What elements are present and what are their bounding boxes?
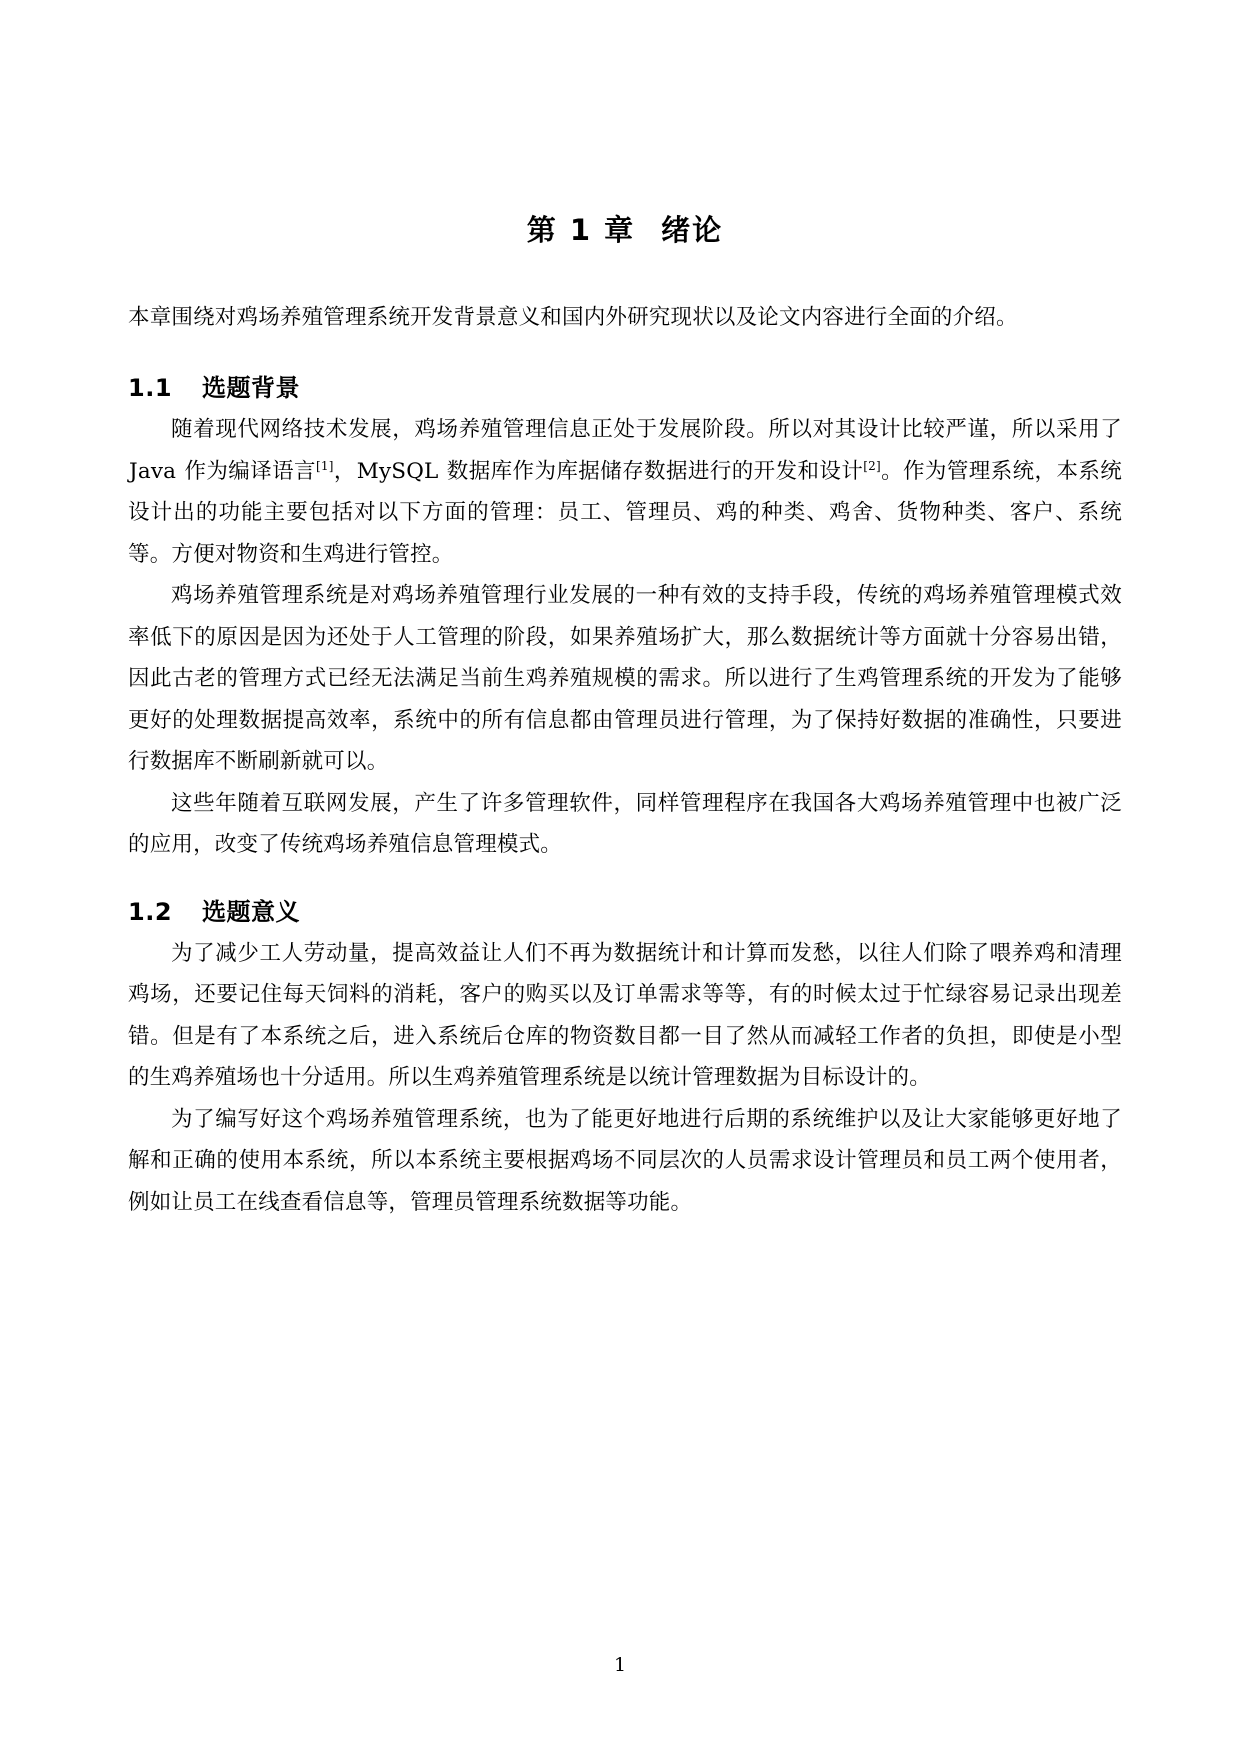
paragraph-1-2-1: 为了减少工人劳动量，提高效益让人们不再为数据统计和计算而发愁，以往人们除了喂养鸡和清理鸡场，还要记住每天饲料的消耗，客户的购买以及订单需求等等，有的时候太过于忙绿容易记录出现差错。但是有了本系统之后，进入系统后仓库的物资数目都一目了然从而减轻工作者的负担，即使是小型的生鸡养殖场也十分适用。所以生鸡养殖管理系统是以统计管理数据为目标设计的。 bbox=[128, 940, 1122, 1090]
chapter-title bbox=[128, 196, 1122, 249]
para-text-part-4: 数据库作为库据储存数据进行的开发和设计 bbox=[439, 458, 864, 484]
latin-java: Java bbox=[129, 458, 177, 484]
citation-ref-2: [2] bbox=[863, 458, 881, 473]
citation-ref-1: [1] bbox=[315, 458, 334, 473]
paragraph-1-1-2: 鸡场养殖管理系统是对鸡场养殖管理行业发展的一种有效的支持手段，传统的鸡场养殖管理模式效率低下的原因是因为还处于人工管理的阶段，如果养殖场扩大，那么数据统计等方面就十分容易出错，因此古老的管理方式已经无法满足当前生鸡养殖规模的需求。所以进行了生鸡管理系统的开发为了能够更好的处理数据提高效率，系统中的所有信息都由管理员进行管理，为了保持好数据的准确性，只要进行数据库不断刷新就可以。 bbox=[128, 583, 1122, 774]
paragraph-1-1-3: 这些年随着互联网发展，产生了许多管理软件，同样管理程序在我国各大鸡场养殖管理中也被广泛的应用，改变了传统鸡场养殖信息管理模式。 bbox=[128, 790, 1122, 857]
latin-mysql: MySQL bbox=[356, 458, 439, 484]
section-title-1-2: 选题意义 bbox=[202, 897, 300, 926]
chapter-intro-paragraph: 本章围绕对鸡场养殖管理系统开发背景意义和国内外研究现状以及论文内容进行全面的介绍。 bbox=[128, 305, 1018, 330]
section-heading-1-2 bbox=[128, 892, 1122, 927]
section-number-1-1: 1.1 bbox=[128, 374, 173, 402]
chapter-title-name: 绪论 bbox=[661, 213, 724, 247]
page-number: 1 bbox=[613, 1654, 627, 1676]
section-heading-1-1 bbox=[128, 368, 1122, 403]
section-title-1-1: 选题背景 bbox=[202, 374, 300, 402]
section-number-1-2: 1.2 bbox=[128, 897, 173, 926]
para-text-part-3: ， bbox=[333, 458, 356, 484]
paragraph-1-1-1 bbox=[128, 409, 1122, 575]
para-text-part-1: 随着现代网络技术发展，鸡场养殖管理信息正处于发展阶段。所以对其设计比较严谨，所以采用了 bbox=[171, 417, 1122, 442]
chapter-title-prefix: 第 1 章 bbox=[526, 213, 636, 247]
paragraph-1-2-2: 为了编写好这个鸡场养殖管理系统，也为了能更好地进行后期的系统维护以及让大家能够更好地了解和正确的使用本系统，所以本系统主要根据鸡场不同层次的人员需求设计管理员和员工两个使用者，例如让员工在线查看信息等，管理员管理系统数据等功能。 bbox=[128, 1106, 1122, 1215]
para-text-part-2: 作为编译语言 bbox=[177, 458, 316, 484]
para-text-part-5: 。作为管理系统，本系统设计出的功能主要包括对以下方面的管理：员工、管理员、鸡的种类、鸡舍、货物种类、客户、系统等。方便对物资和生鸡进行管控。 bbox=[128, 458, 1122, 567]
